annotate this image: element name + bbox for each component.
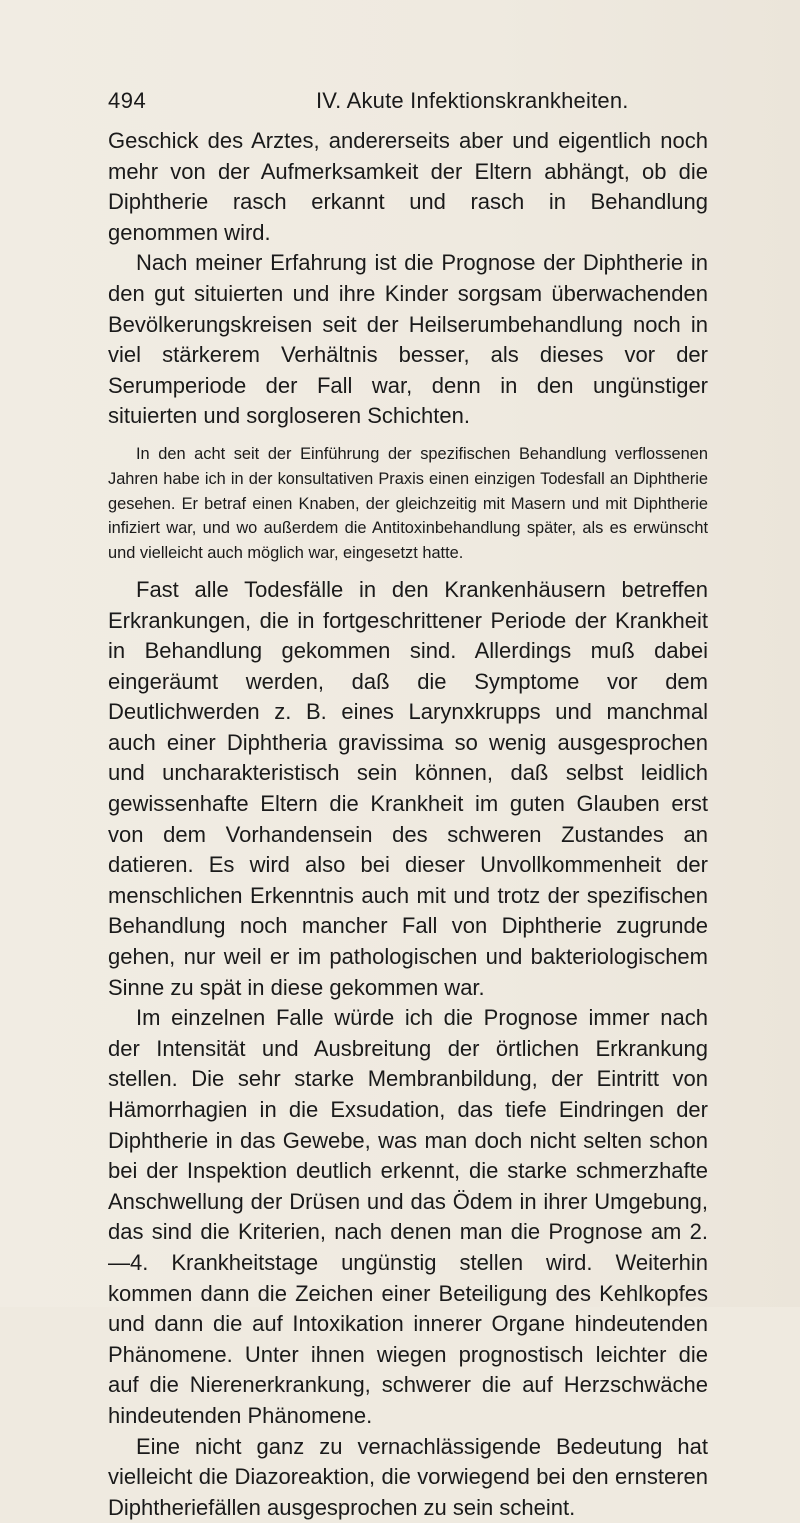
paragraph-small-print-note: In den acht seit der Einführung der spezifischen Behandlung verflossenen Jahren habe ich in der konsultativen Praxis einen einzigen Todesfall an Diphtherie gesehen. Er betraf einen Knaben, der gleichzeitig mit Masern und mit Diphtherie infiziert war, und wo außerdem die Antitoxinbehandlung später, als es erwünscht und vielleicht auch möglich war, eingesetzt hatte. — [108, 444, 708, 563]
body-text — [108, 126, 708, 1523]
paragraph-continuation: Geschick des Arztes, andererseits aber und eigentlich noch mehr von der Aufmerksamkeit der Eltern abhängt, ob die Diphtherie rasch erkannt und rasch in Behandlung genommen wird. — [108, 128, 708, 245]
paragraph-hospital-deaths: Fast alle Todesfälle in den Krankenhäusern betreffen Erkrankungen, die in fortgeschrittener Periode der Krankheit in Behandlung gekommen sind. Allerdings muß dabei eingeräumt werden, daß die Symptome vor dem Deutlichwerden z. B. eines Larynxkrupps und manchmal auch einer Diphtheria gravissima so wenig ausgesprochen und uncharakteristisch sein können, daß selbst leidlich gewissenhafte Eltern die Krankheit im guten Glauben erst von dem Vorhandensein des schweren Zustandes an datieren. Es wird also bei dieser Unvollkommenheit der menschlichen Erkenntnis auch mit und trotz der spezifischen Behandlung noch mancher Fall von Diphtherie zugrunde gehen, nur weil er im pathologischen und bakteriologischem Sinne zu spät in diese gekommen war. — [108, 576, 708, 1000]
page-header — [108, 88, 728, 118]
paragraph-individual-cases: Im einzelnen Falle würde ich die Prognose immer nach der Intensität und Ausbreitung der örtlichen Erkrankung stellen. Die sehr starke Membranbildung, der Eintritt von Hämorrhagien in die Exsudation, das tiefe Eindringen der Diphtherie in das Gewebe, was man doch nicht selten schon bei der Inspektion deutlich erkennt, die starke schmerzhafte Anschwellung der Drüsen und das Ödem in ihrer Umgebung, das sind die Kriterien, nach denen man die Prognose am 2.—4. Krankheitstage ungünstig stellen wird. Weiterhin kommen dann die Zeichen einer Beteiligung des Kehlkopfes und dann die auf Intoxikation innerer Organe hindeutenden Phänomene. Unter ihnen wiegen prognostisch leichter die auf die Nierenerkrankung, schwerer die auf Herzschwäche hindeutenden Phänomene. — [108, 1005, 708, 1428]
running-head: IV. Akute Infektionskrankheiten. — [316, 88, 629, 113]
paragraph-prognosis: Nach meiner Erfahrung ist die Prognose der Diphtherie in den gut situierten und ihre Kinder sorgsam überwachenden Bevölkerungskreisen seit der Heilserumbehandlung noch in viel stärkerem Verhältnis besser, als dieses vor der Serumperiode der Fall war, denn in den ungünstiger situierten und sorgloseren Schichten. — [108, 250, 708, 429]
page-number: 494 — [108, 88, 147, 113]
paragraph-diazoreaction: Eine nicht ganz zu vernachlässigende Bedeutung hat vielleicht die Diazoreaktion, die vorwiegend bei den ernsteren Diphtheriefällen ausgesprochen zu sein scheint. — [108, 1433, 708, 1520]
